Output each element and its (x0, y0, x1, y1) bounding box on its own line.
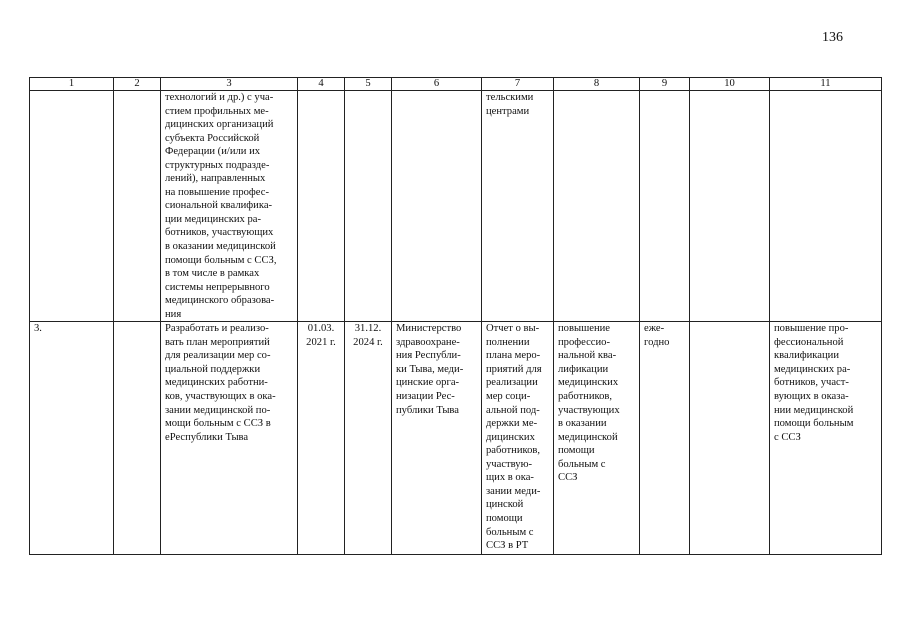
column-header-11: 11 (770, 78, 882, 91)
cell-report: тельскими центрами (482, 91, 554, 322)
column-header-2: 2 (114, 78, 161, 91)
cell-outcome (770, 91, 882, 322)
header-row (30, 78, 882, 91)
column-header-9: 9 (640, 78, 690, 91)
cell-outcome: повышение про- фессиональной квалификации медицинских ра- ботников, участ- вующих в оказа- нии медицинской помощи больным с ССЗ (770, 322, 882, 555)
cell-number (30, 91, 114, 322)
cell-result (554, 91, 640, 322)
column-header-3: 3 (161, 78, 298, 91)
cell-frequency: еже- годно (640, 322, 690, 555)
cell-end-date: 31.12. 2024 г. (345, 322, 392, 555)
column-header-1: 1 (30, 78, 114, 91)
cell-report: Отчет о вы- полнении плана меро- приятий для реализации мер соци- альной под- держки ме- дицинских работников, участвую- щих в ока- зании меди- цинской помощи больным с ССЗ в РТ (482, 322, 554, 555)
cell-frequency (640, 91, 690, 322)
cell-measure: технологий и др.) с уча- стием профильных ме- дицинских организаций субъекта Российской Федерации (и/или их структурных подразде- лений), направленных на повышение профес- сиональной квалифика- ции медицинских ра- ботников, участвующих в оказании медицинской помощи больным с ССЗ, в том числе в рамках системы непрерывного медицинского образова- ния (161, 91, 298, 322)
column-header-7: 7 (482, 78, 554, 91)
cell-responsible (392, 91, 482, 322)
column-header-6: 6 (392, 78, 482, 91)
cell-start-date: 01.03. 2021 г. (298, 322, 345, 555)
cell-result: повышение профессио- нальной ква- лификации медицинских работников, участвующих в оказании медицинской помощи больным с ССЗ (554, 322, 640, 555)
cell-measure: Разработать и реализо- вать план мероприятий для реализации мер со- циальной поддержки медицинских работни- ков, участвующих в ока- зании медицинской по- мощи больным с ССЗ в еРеспублики Тыва (161, 322, 298, 555)
column-header-5: 5 (345, 78, 392, 91)
table-row (30, 91, 882, 322)
cell-responsible: Министерство здравоохране- ния Республи- ки Тыва, меди- цинские орга- низации Рес- публики Тыва (392, 322, 482, 555)
cell-start-date (298, 91, 345, 322)
column-header-4: 4 (298, 78, 345, 91)
cell-number: 3. (30, 322, 114, 555)
cell-col10 (690, 91, 770, 322)
column-header-8: 8 (554, 78, 640, 91)
column-header-10: 10 (690, 78, 770, 91)
cell-end-date (345, 91, 392, 322)
table-row (30, 322, 882, 555)
cell-col2 (114, 322, 161, 555)
measures-table (29, 77, 882, 555)
page-number: 136 (822, 30, 843, 45)
cell-col2 (114, 91, 161, 322)
cell-col10 (690, 322, 770, 555)
